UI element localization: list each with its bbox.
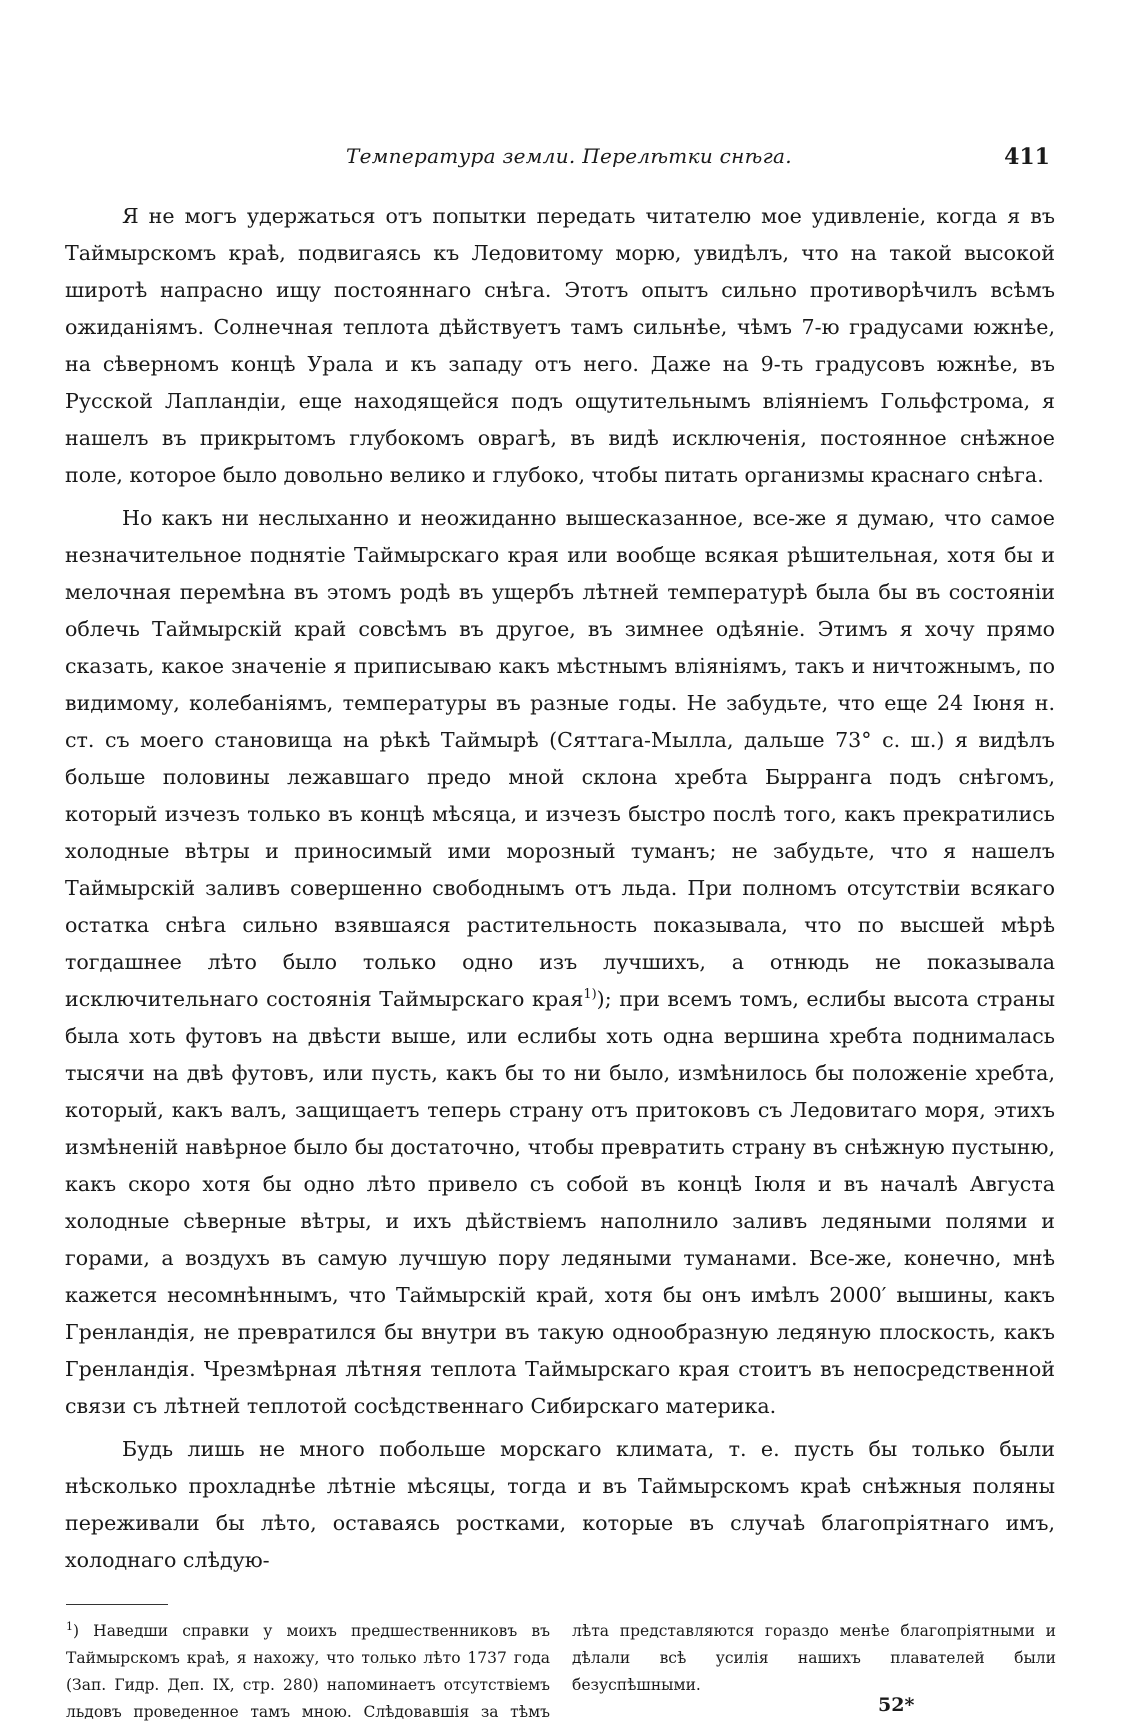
running-title: Температура земли. Перелѣтки снѣга. [346,144,792,168]
paragraph-3: Будь лишь не много побольше морскаго климата, т. е. пусть бы только были нѣсколько прохладнѣе лѣтніе мѣсяцы, тогда и въ Таймырскомъ краѣ снѣжныя поляны переживали бы лѣто, оставаясь ростками, которые въ случаѣ благопріятнаго имъ, холоднаго слѣдую- [65,1437,1055,1572]
footnote-1: $^1$) Наведши справки у моихъ предшественниковъ въ Таймырскомъ краѣ, я нахожу, что только лѣто 1737 года (Зап. Гидр. Деп. IX, стр. 280) напоминаетъ отсутствіемъ льдовъ проведенное тамъ мною. Слѣдовавшія за тѣмъ лѣта представляются гораздо менѣе благопріятными и дѣлали всѣ усилія нашихъ плавателей были безуспѣшными. [66,1619,1056,1721]
footnote-number: 1 [66,1619,73,1633]
footnote-reference: 1) [583,987,597,1003]
paragraph-2-text: Но какъ ни неслыханно и неожиданно вышесказанное, все-же я думаю, что самое незначительное поднятіе Таймырскаго края или вообще всякая рѣшительная, хотя бы и мелочная перемѣна въ этомъ родѣ въ ущербъ лѣтней температурѣ была бы въ состояніи облечь Таймырскій край совсѣмъ въ другое, въ зимнее одѣяніе. Этимъ я хочу прямо сказать, какое значеніе я приписываю какъ мѣстнымъ вліяніямъ, такъ и ничтожнымъ, по видимому, колебаніямъ, температуры въ разные годы. Не забудьте, что еще 24 Іюня н. ст. съ моего становища на рѣкѣ Таймырѣ (Сяттага-Мылла, дальше 73° с. ш.) я видѣлъ больше половины лежавшаго предо мной склона хребта Бырранга подъ снѣгомъ, который изчезъ только въ концѣ мѣсяца, и изчезъ быстро послѣ того, какъ прекратились холодные вѣтры и приносимый ими морозный туманъ; не забудьте, что я нашелъ Таймырскій заливъ совершенно свободнымъ отъ льда. При полномъ отсутствіи всякаго остатка снѣга сильно взявшаяся растительность показывала, что по высшей мѣрѣ тогдашнее лѣто было только одно изъ лучшихъ, а отнюдь не показывала исключительнаго состоянія Таймырскаго края [65,506,1055,1011]
page-number: 411 [1004,144,1050,170]
signature-mark: 52* [878,1694,915,1716]
paragraph-1: Я не могъ удержаться отъ попытки передать читателю мое удивленіе, когда я въ Таймырскомъ краѣ, подвигаясь къ Ледовитому морю, увидѣлъ, что на такой высокой широтѣ напрасно ищу постояннаго снѣга. Этотъ опытъ сильно противорѣчилъ всѣмъ ожиданіямъ. Солнечная теплота дѣйствуетъ тамъ сильнѣе, чѣмъ 7-ю градусами южнѣе, на сѣверномъ концѣ Урала и къ западу отъ него. Даже на 9-ть градусовъ южнѣе, въ Русской Лапландіи, еще находящейся подъ ощутительнымъ вліяніемъ Гольфстрома, я нашелъ въ прикрытомъ глубокомъ оврагѣ, въ видѣ исключенія, постоянное снѣжное поле, которое было довольно велико и глубоко, чтобы питать организмы краснаго снѣга. [65,204,1055,487]
page-header [338,144,1050,178]
main-text [65,198,1055,1579]
footnote-1-text: Наведши справки у моихъ предшественниковъ въ Таймырскомъ краѣ, я нахожу, что только лѣто 1737 года (Зап. Гидр. Деп. IX, стр. 280) напоминаетъ отсутствіемъ льдовъ проведенное тамъ мною. Слѣдовавшія за тѣмъ лѣта представляются гораздо менѣе благопріятными и дѣлали всѣ усилія нашихъ плавателей были безуспѣшными. [66,1622,1056,1721]
footnote-divider [66,1604,168,1605]
paragraph-2 [65,500,1055,1425]
paragraph-2-continuation: ); при всемъ томъ, еслибы высота страны была хоть футовъ на двѣсти выше, или еслибы хоть одна вершина хребта поднималась тысячи на двѣ футовъ, или пусть, какъ бы то ни было, измѣнилось бы положеніе хребта, который, какъ валъ, защищаетъ теперь страну отъ притоковъ съ Ледовитаго моря, этихъ измѣненій навѣрное было бы достаточно, чтобы превратить страну въ снѣжную пустыню, какъ скоро хотя бы одно лѣто привело съ собой въ концѣ Іюля и въ началѣ Августа холодные сѣверные вѣтры, и ихъ дѣйствіемъ наполнило заливъ ледяными полями и горами, а воздухъ въ самую лучшую пору ледяными туманами. Все-же, конечно, мнѣ кажется несомнѣннымъ, что Таймырскій край, хотя бы онъ имѣлъ 2000′ вышины, какъ Гренландія, не превратился бы внутри въ такую однообразную ледяную плоскость, какъ Гренландія. Чрезмѣрная лѣтняя теплота Таймырскаго края стоитъ въ непосредственной связи съ лѣтней теплотой сосѣдственнаго Сибирскаго материка. [65,987,1055,1418]
